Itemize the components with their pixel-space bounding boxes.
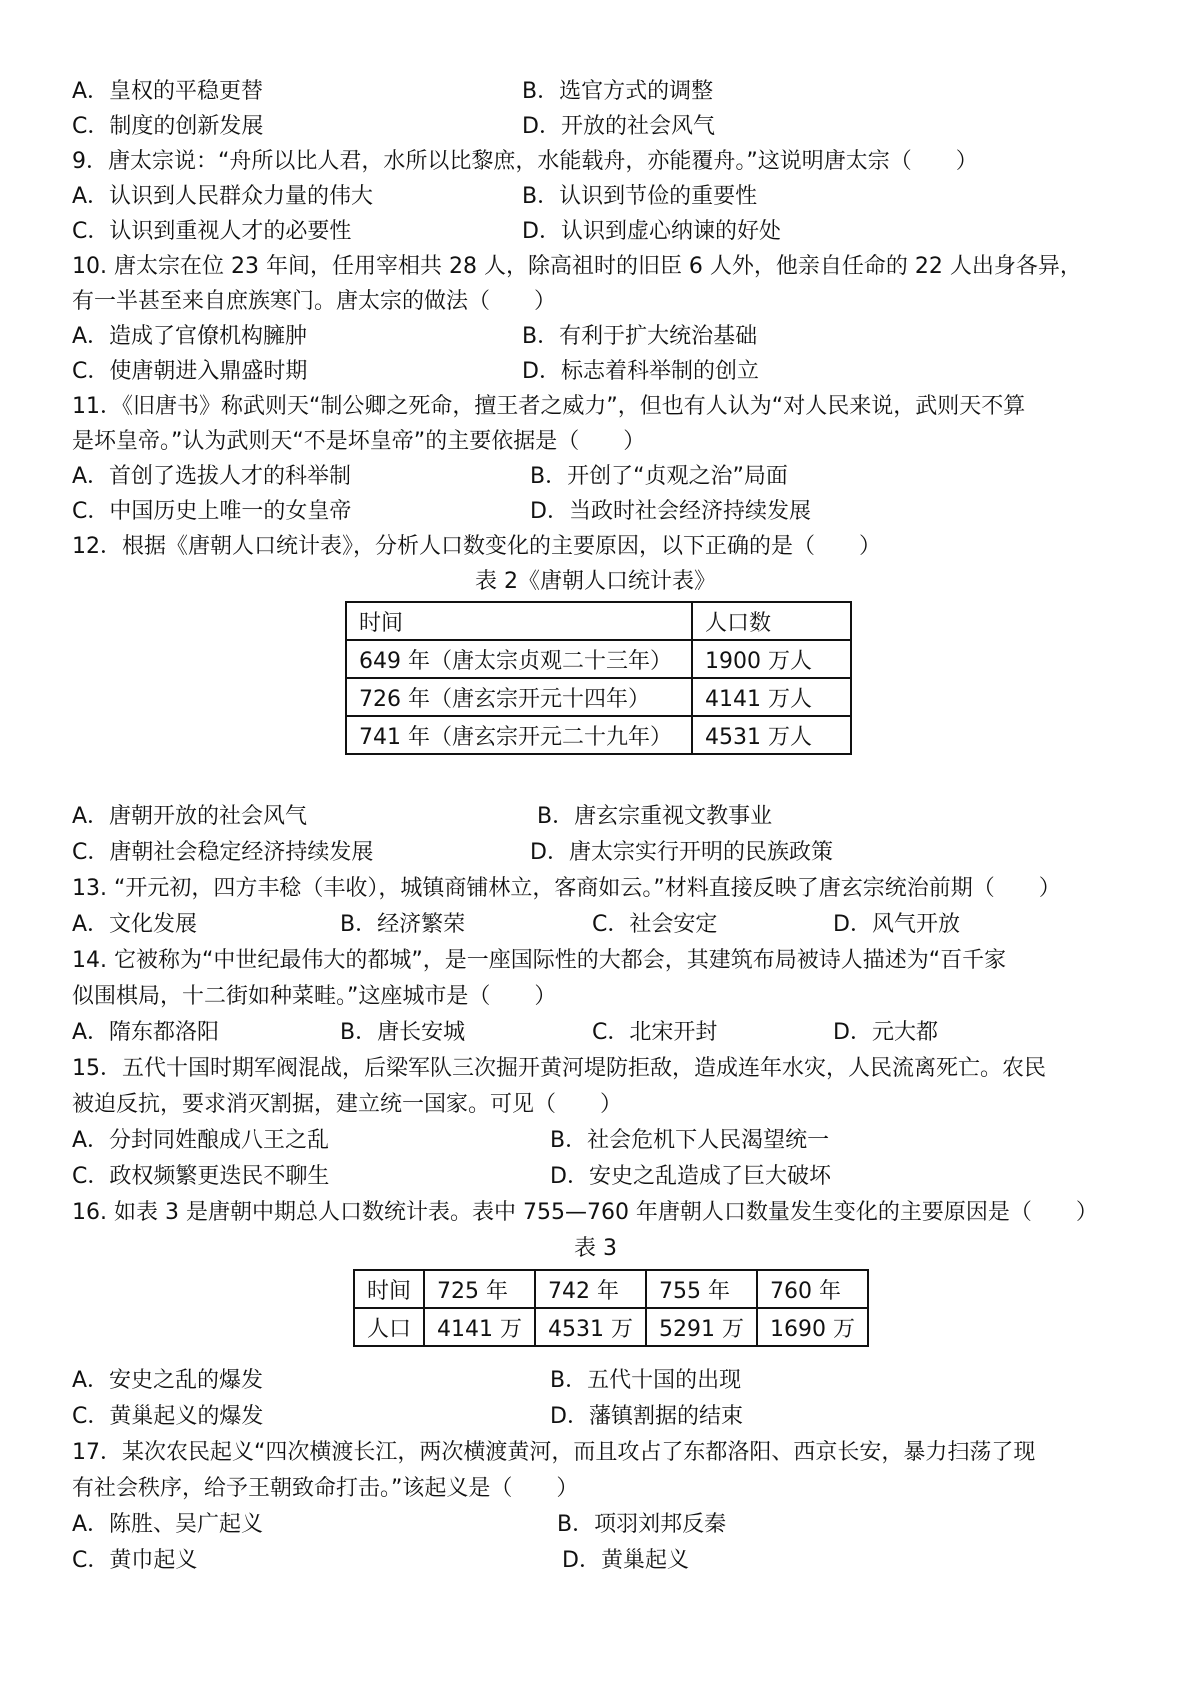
- q14-stem-line1: 14. 它被称为“中世纪最伟大的都城”，是一座国际性的大都会，其建筑布局被诗人描述为“百千家: [72, 948, 1007, 973]
- table2-population: [345, 601, 852, 755]
- q17-option-c: C．黄巾起义: [72, 1548, 198, 1573]
- table-row: [346, 678, 851, 716]
- q11-option-a: A．首创了选拔人才的科举制: [72, 464, 352, 489]
- q9-option-a: A．认识到人民群众力量的伟大: [72, 184, 374, 209]
- q9-stem: 9．唐太宗说：“舟所以比人君，水所以比黎庶，水能载舟，亦能覆舟。”这说明唐太宗（ ）: [72, 149, 978, 174]
- q12-option-a: A．唐朝开放的社会风气: [72, 804, 308, 829]
- q11-option-d: D．当政时社会经济持续发展: [530, 499, 811, 524]
- q10-option-b: B．有利于扩大统治基础: [522, 324, 758, 349]
- table-row: [354, 1308, 868, 1346]
- table-row: [346, 640, 851, 678]
- table3-population: [353, 1269, 869, 1347]
- q9-option-c: C．认识到重视人才的必要性: [72, 219, 352, 244]
- table-cell: 4531 万: [535, 1308, 646, 1346]
- q13-option-d: D．风气开放: [833, 912, 960, 937]
- q15-option-d: D．安史之乱造成了巨大破坏: [550, 1164, 831, 1189]
- q12-stem: 12．根据《唐朝人口统计表》，分析人口数变化的主要原因，以下正确的是（ ）: [72, 534, 881, 559]
- q8-option-c: C．制度的创新发展: [72, 114, 264, 139]
- table-row: [354, 1270, 868, 1308]
- q10-stem-line1: 10. 唐太宗在位 23 年间，任用宰相共 28 人，除高祖时的旧臣 6 人外，他亲自任命的 22 人出身各异，: [72, 254, 1082, 279]
- table-cell: 4141 万: [424, 1308, 535, 1346]
- q8-option-a: A．皇权的平稳更替: [72, 79, 264, 104]
- table-header-population: 人口数: [692, 602, 851, 640]
- q15-stem-line2: 被迫反抗，要求消灭割据，建立统一国家。可见（ ）: [72, 1092, 623, 1117]
- q15-option-a: A．分封同姓酿成八王之乱: [72, 1128, 330, 1153]
- q11-option-c: C．中国历史上唯一的女皇帝: [72, 499, 352, 524]
- q14-option-b: B．唐长安城: [340, 1020, 466, 1045]
- q9-option-b: B．认识到节俭的重要性: [522, 184, 758, 209]
- q16-option-a: A．安史之乱的爆发: [72, 1368, 264, 1393]
- table-cell: 4531 万人: [692, 716, 851, 754]
- q15-option-c: C．政权频繁更迭民不聊生: [72, 1164, 330, 1189]
- q17-option-a: A．陈胜、吴广起义: [72, 1512, 264, 1537]
- q11-option-b: B．开创了“贞观之治”局面: [530, 464, 788, 489]
- q13-option-b: B．经济繁荣: [340, 912, 466, 937]
- q12-option-c: C．唐朝社会稳定经济持续发展: [72, 840, 374, 865]
- table-cell: 5291 万: [646, 1308, 757, 1346]
- q15-option-b: B．社会危机下人民渴望统一: [550, 1128, 830, 1153]
- table-cell: 741 年（唐玄宗开元二十九年）: [346, 716, 692, 754]
- table-row: [346, 716, 851, 754]
- q16-option-d: D．藩镇割据的结束: [550, 1404, 743, 1429]
- q12-option-d: D．唐太宗实行开明的民族政策: [530, 840, 833, 865]
- table-cell: 649 年（唐太宗贞观二十三年）: [346, 640, 692, 678]
- table-cell: 4141 万人: [692, 678, 851, 716]
- q9-option-d: D．认识到虚心纳谏的好处: [522, 219, 781, 244]
- q15-stem-line1: 15．五代十国时期军阀混战，后梁军队三次掘开黄河堤防拒敌，造成连年水灾，人民流离死亡。农民: [72, 1056, 1046, 1081]
- q13-option-c: C．社会安定: [592, 912, 718, 937]
- q16-option-c: C．黄巢起义的爆发: [72, 1404, 264, 1429]
- q16-stem: 16. 如表 3 是唐朝中期总人口数统计表。表中 755—760 年唐朝人口数量发生变化的主要原因是（ ）: [72, 1200, 1098, 1225]
- table-cell: 1900 万人: [692, 640, 851, 678]
- q14-option-d: D．元大都: [833, 1020, 938, 1045]
- q10-stem-line2: 有一半甚至来自庶族寒门。唐太宗的做法（ ）: [72, 289, 557, 314]
- table-cell: 时间: [354, 1270, 424, 1308]
- q11-stem-line2: 是坏皇帝。”认为武则天“不是坏皇帝”的主要依据是（ ）: [72, 429, 646, 454]
- table-header-time: 时间: [346, 602, 692, 640]
- table-cell: 1690 万: [757, 1308, 868, 1346]
- q14-option-c: C．北宋开封: [592, 1020, 718, 1045]
- q16-option-b: B．五代十国的出现: [550, 1368, 742, 1393]
- table-cell: 755 年: [646, 1270, 757, 1308]
- q10-option-c: C．使唐朝进入鼎盛时期: [72, 359, 308, 384]
- table-cell: 人口: [354, 1308, 424, 1346]
- q11-stem-line1: 11．《旧唐书》称武则天“制公卿之死命，擅王者之威力”，但也有人认为“对人民来说，武则天不算: [72, 394, 1026, 419]
- table3-caption: 表 3: [574, 1236, 617, 1261]
- table-cell: 725 年: [424, 1270, 535, 1308]
- table-cell: 742 年: [535, 1270, 646, 1308]
- q8-option-d: D．开放的社会风气: [522, 114, 715, 139]
- table2-caption: 表 2《唐朝人口统计表》: [475, 569, 716, 594]
- q12-option-b: B．唐玄宗重视文教事业: [537, 804, 773, 829]
- q13-stem: 13. “开元初，四方丰稔（丰收），城镇商铺林立，客商如云。”材料直接反映了唐玄宗统治前期（ ）: [72, 876, 1061, 901]
- q8-option-b: B．选官方式的调整: [522, 79, 714, 104]
- table-cell: 760 年: [757, 1270, 868, 1308]
- q17-option-d: D．黄巢起义: [562, 1548, 689, 1573]
- q13-option-a: A．文化发展: [72, 912, 198, 937]
- q10-option-a: A．造成了官僚机构臃肿: [72, 324, 308, 349]
- table-cell: 726 年（唐玄宗开元十四年）: [346, 678, 692, 716]
- q10-option-d: D．标志着科举制的创立: [522, 359, 759, 384]
- q17-stem-line2: 有社会秩序，给予王朝致命打击。”该起义是（ ）: [72, 1476, 579, 1501]
- q17-option-b: B．项羽刘邦反秦: [557, 1512, 727, 1537]
- q14-stem-line2: 似围棋局，十二街如种菜畦。”这座城市是（ ）: [72, 984, 557, 1009]
- q17-stem-line1: 17．某次农民起义“四次横渡长江，两次横渡黄河，而且攻占了东都洛阳、西京长安，暴力扫荡了现: [72, 1440, 1036, 1465]
- q14-option-a: A．隋东都洛阳: [72, 1020, 220, 1045]
- table-row: [346, 602, 851, 640]
